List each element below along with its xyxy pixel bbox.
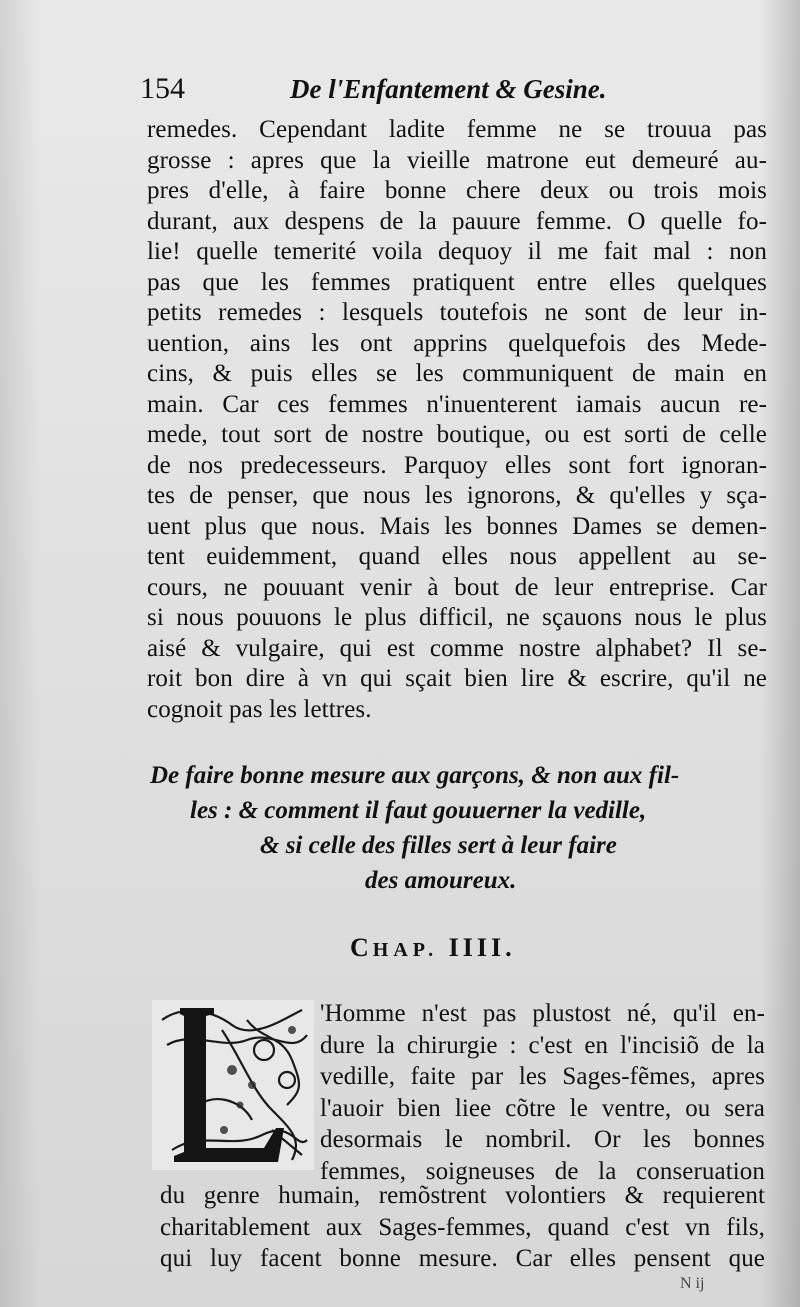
text-line: si nous pouuons le plus difficil, ne sçauons nous le plus [147,604,767,631]
text-line: charitablement aux Sages-femmes, quand c'est vn fils, [160,1213,765,1241]
chapter-title-line: & si celle des filles sert à leur faire [260,832,617,859]
text-line: cours, ne pouuant venir à bout de leur entreprise. Car [147,573,767,601]
decorated-initial-icon [152,1000,314,1170]
text-line: 'Homme n'est pas plustost né, qu'il en- [320,1000,765,1027]
text-line: cognoit pas les lettres. [147,695,372,723]
text-line: uention, ains les ont apprins quelquefois des Mede- [147,329,767,357]
text-line: remedes. Cependant ladite femme ne se trouua pas [147,116,767,143]
text-line: uent plus que nous. Mais les bonnes Dames se demen- [147,512,767,540]
chapter-number-roman: IIII. [448,933,516,962]
chapter-opening-text [320,998,765,1187]
decorated-initial [152,1000,314,1170]
chapter-number [350,933,516,963]
chapter-title-line: des amoureux. [365,867,517,894]
text-line: petits remedes : lesquels toutefois ne sont de leur in- [147,299,767,326]
text-line: mede, tout sort de nostre boutique, ou est sorti de celle [147,421,767,448]
text-line: femmes, soigneuses de la conseruation [320,1157,765,1185]
running-head [140,72,640,112]
chapter-title [150,758,770,898]
text-line: durant, aux despens de la pauure femme. O quelle fo- [147,207,767,235]
body-text [147,115,767,725]
chapter-title-line: De faire bonne mesure aux garçons, & non aux fil- [150,762,680,789]
page-number: 154 [140,72,185,105]
chapter-number-smallcaps: HAP. [372,939,439,961]
text-line: tes de penser, que nous les ignorons, & qu'elles y sça- [147,482,767,509]
text-line: vedille, faite par les Sages-fẽmes, apres [320,1063,765,1090]
text-line: l'auoir bien liee cõtre le ventre, ou sera [320,1094,765,1122]
text-line: roit bon dire à vn qui sçait bien lire & escrire, qu'il ne [147,665,767,692]
text-line: desormais le nombril. Or les bonnes [320,1126,765,1153]
text-line: tent euidemment, quand elles nous appellent au se- [147,543,767,570]
text-line: aisé & vulgaire, qui est comme nostre alphabet? Il se- [147,634,767,662]
text-line: grosse : apres que la vieille matrone eut demeuré au- [147,146,767,174]
signature-mark: N ij [680,1275,705,1292]
text-line: pas que les femmes pratiquent entre elles quelques [147,268,767,296]
text-line: qui luy facent bonne mesure. Car elles pensent que [160,1245,765,1272]
chapter-continued-text [160,1180,765,1275]
text-line: du genre humain, remõstrent volontiers & requierent [160,1182,765,1209]
running-title: De l'Enfantement & Gesine. [290,74,607,104]
text-line: lie! quelle temerité voila dequoy il me fait mal : non [147,238,767,265]
text-line: dure la chirurgie : c'est en l'incisiõ de la [320,1031,765,1059]
chapter-title-line: les : & comment il faut gouuerner la vedille, [190,797,647,824]
chapter-number-initial: C [350,933,373,962]
text-line: cins, & puis elles se les communiquent de main en [147,360,767,387]
text-line: main. Car ces femmes n'inuenterent iamais aucun re- [147,390,767,418]
text-line: pres d'elle, à faire bonne chere deux ou trois mois [147,177,767,204]
text-line: de nos predecesseurs. Parquoy elles sont fort ignoran- [147,451,767,479]
